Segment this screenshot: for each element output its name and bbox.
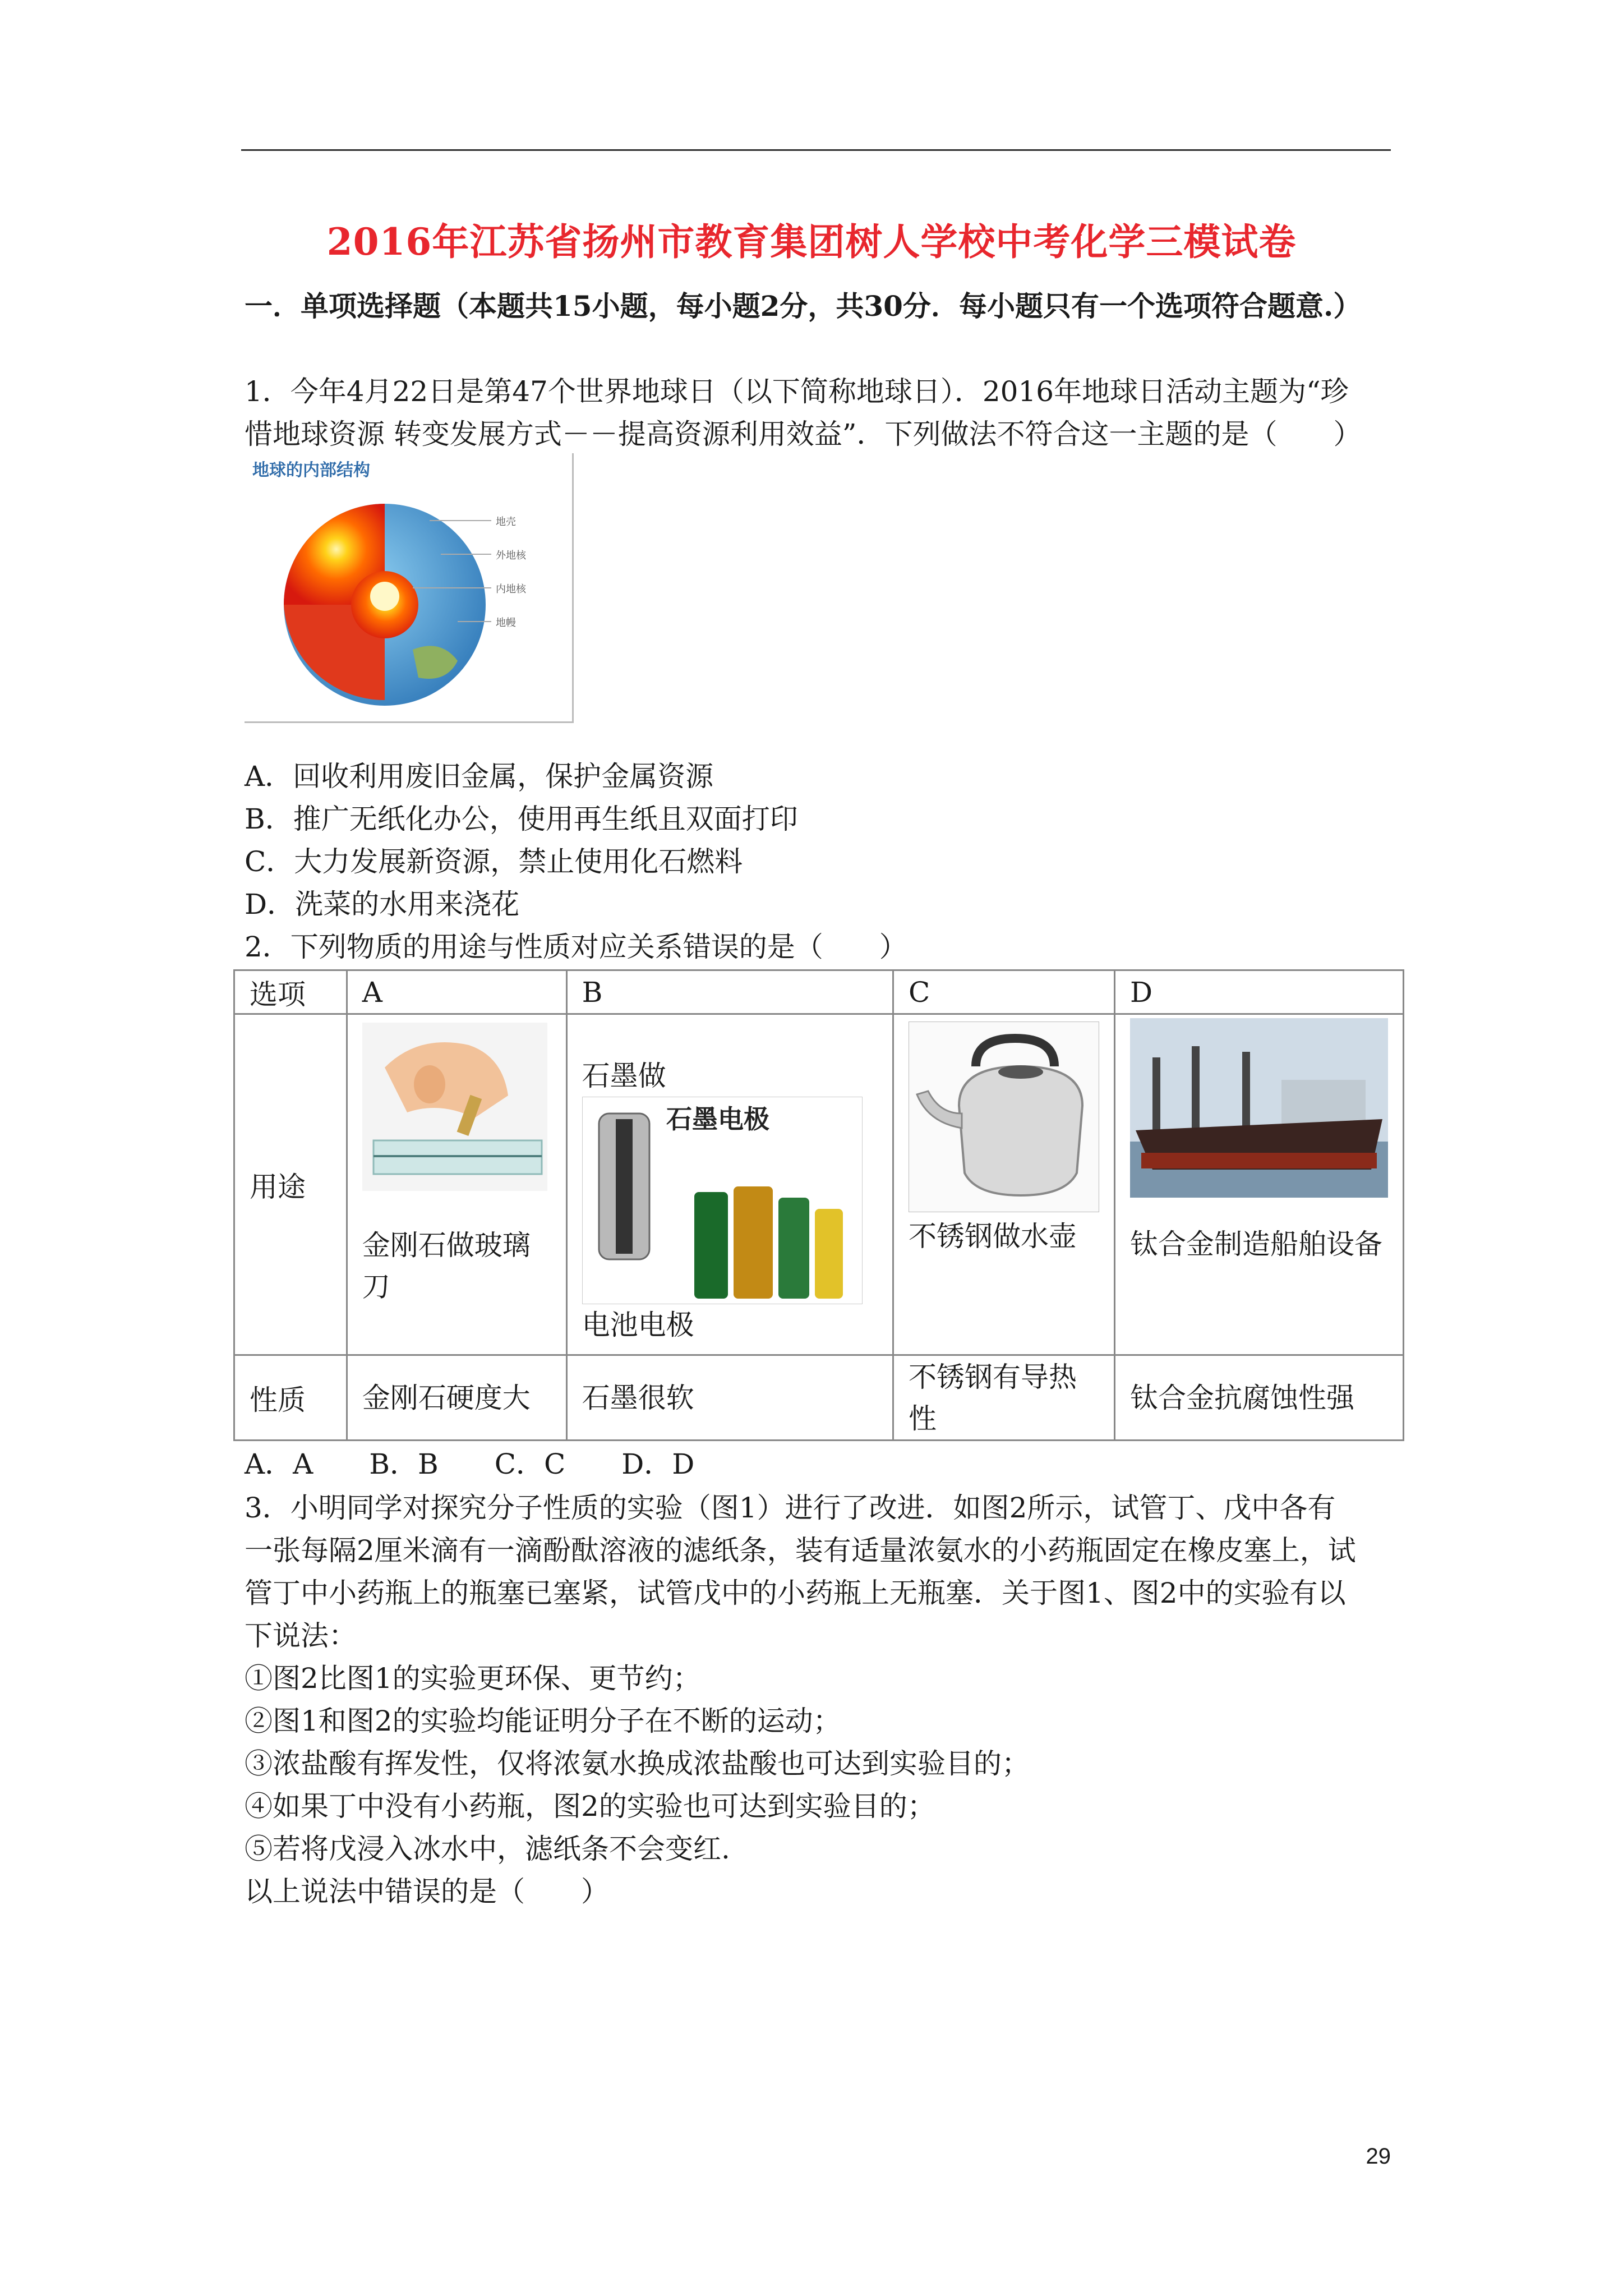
q2-stem: 2．下列物质的用途与性质对应关系错误的是（ ） xyxy=(245,931,907,963)
ship-image xyxy=(1130,1018,1388,1198)
q3-stem-line4: 下说法： xyxy=(245,1619,357,1652)
battery-image-caption: 石墨电极 xyxy=(666,1104,769,1134)
q1-option-c: C．大力发展新资源，禁止使用化石燃料 xyxy=(245,845,743,878)
use-cell-a xyxy=(347,1014,566,1355)
figure-title: 地球的内部结构 xyxy=(252,461,370,480)
q3-stem-line2: 一张每隔2厘米滴有一滴酚酞溶液的滤纸条，装有适量浓氨水的小药瓶固定在橡皮塞上，试 xyxy=(245,1534,1356,1567)
property-cell-d: 钛合金抗腐蚀性强 xyxy=(1115,1355,1404,1441)
property-cell-a: 金刚石硬度大 xyxy=(347,1355,566,1441)
figure-label-inner-core: 内地核 xyxy=(496,583,526,595)
q3-statement-1: ①图2比图1的实验更环保、更节约； xyxy=(245,1662,701,1695)
property-cell-c: 不锈钢有导热性 xyxy=(893,1355,1114,1441)
use-cell-d xyxy=(1115,1014,1404,1355)
q2-table-header-row xyxy=(234,970,1404,1014)
figure-label-outer-core: 外地核 xyxy=(496,550,526,562)
q2-table-use-row xyxy=(234,1014,1404,1355)
q3-stem-line1: 3．小明同学对探究分子性质的实验（图1）进行了改进．如图2所示，试管丁、戊中各有 xyxy=(245,1492,1336,1524)
q3-statement-2: ②图1和图2的实验均能证明分子在不断的运动； xyxy=(245,1705,841,1737)
q2-answer-options: A．A B．B C．C D．D xyxy=(245,1448,695,1480)
use-text-b-bottom: 电池电极 xyxy=(582,1309,694,1341)
earth-structure-figure xyxy=(245,453,574,723)
use-text-b-top: 石墨做 xyxy=(582,1060,666,1092)
property-label: 性质 xyxy=(234,1355,347,1441)
page-title: 2016年江苏省扬州市教育集团树人学校中考化学三模试卷 xyxy=(326,220,1297,264)
use-cell-c xyxy=(893,1014,1114,1355)
page-number: 29 xyxy=(1366,2144,1391,2169)
battery-electrode-image xyxy=(582,1097,863,1304)
q3-statement-3: ③浓盐酸有挥发性，仅将浓氨水换成浓盐酸也可达到实验目的； xyxy=(245,1747,1030,1780)
header-cell-a: A xyxy=(347,970,566,1014)
q3-question: 以上说法中错误的是（ ） xyxy=(245,1875,609,1908)
header-cell-c: C xyxy=(893,970,1114,1014)
q2-table xyxy=(233,969,1404,1441)
q3-stem-line3: 管丁中小药瓶上的瓶塞已塞紧，试管戊中的小药瓶上无瓶塞．关于图1、图2中的实验有以 xyxy=(245,1577,1346,1609)
q1-stem-line1: 1．今年4月22日是第47个世界地球日（以下简称地球日）．2016年地球日活动主题为“珍 xyxy=(245,375,1349,408)
q1-option-d: D．洗菜的水用来浇花 xyxy=(245,888,520,921)
header-cell-option: 选项 xyxy=(234,970,347,1014)
header-rule xyxy=(241,149,1391,151)
q1-option-b: B．推广无纸化办公，使用再生纸且双面打印 xyxy=(245,803,798,835)
property-cell-b: 石墨很软 xyxy=(566,1355,893,1441)
earth-structure-image xyxy=(245,453,572,721)
header-cell-b: B xyxy=(566,970,893,1014)
use-text-a: 金刚石做玻璃刀 xyxy=(362,1229,531,1303)
q1-stem-line2: 惜地球资源 转变发展方式－－提高资源利用效益”．下列做法不符合这一主题的是（ ） xyxy=(245,418,1362,450)
q3-statement-4: ④如果丁中没有小药瓶，图2的实验也可达到实验目的； xyxy=(245,1790,935,1823)
glass-cutter-image xyxy=(362,1023,547,1191)
use-cell-b xyxy=(566,1014,893,1355)
use-label: 用途 xyxy=(234,1014,347,1355)
header-cell-d: D xyxy=(1115,970,1404,1014)
figure-label-crust: 地壳 xyxy=(496,516,516,528)
q3-statement-5: ⑤若将戊浸入冰水中，滤纸条不会变红. xyxy=(245,1833,730,1865)
q2-table-property-row xyxy=(234,1355,1404,1441)
use-text-c: 不锈钢做水壶 xyxy=(908,1220,1077,1253)
q1-option-a: A．回收利用废旧金属，保护金属资源 xyxy=(245,760,714,793)
section-heading: 一．单项选择题（本题共15小题，每小题2分，共30分．每小题只有一个选项符合题意.） xyxy=(245,289,1362,323)
use-text-d: 钛合金制造船舶设备 xyxy=(1130,1228,1382,1260)
kettle-image xyxy=(909,1022,1099,1212)
figure-label-mantle: 地幔 xyxy=(496,617,516,629)
